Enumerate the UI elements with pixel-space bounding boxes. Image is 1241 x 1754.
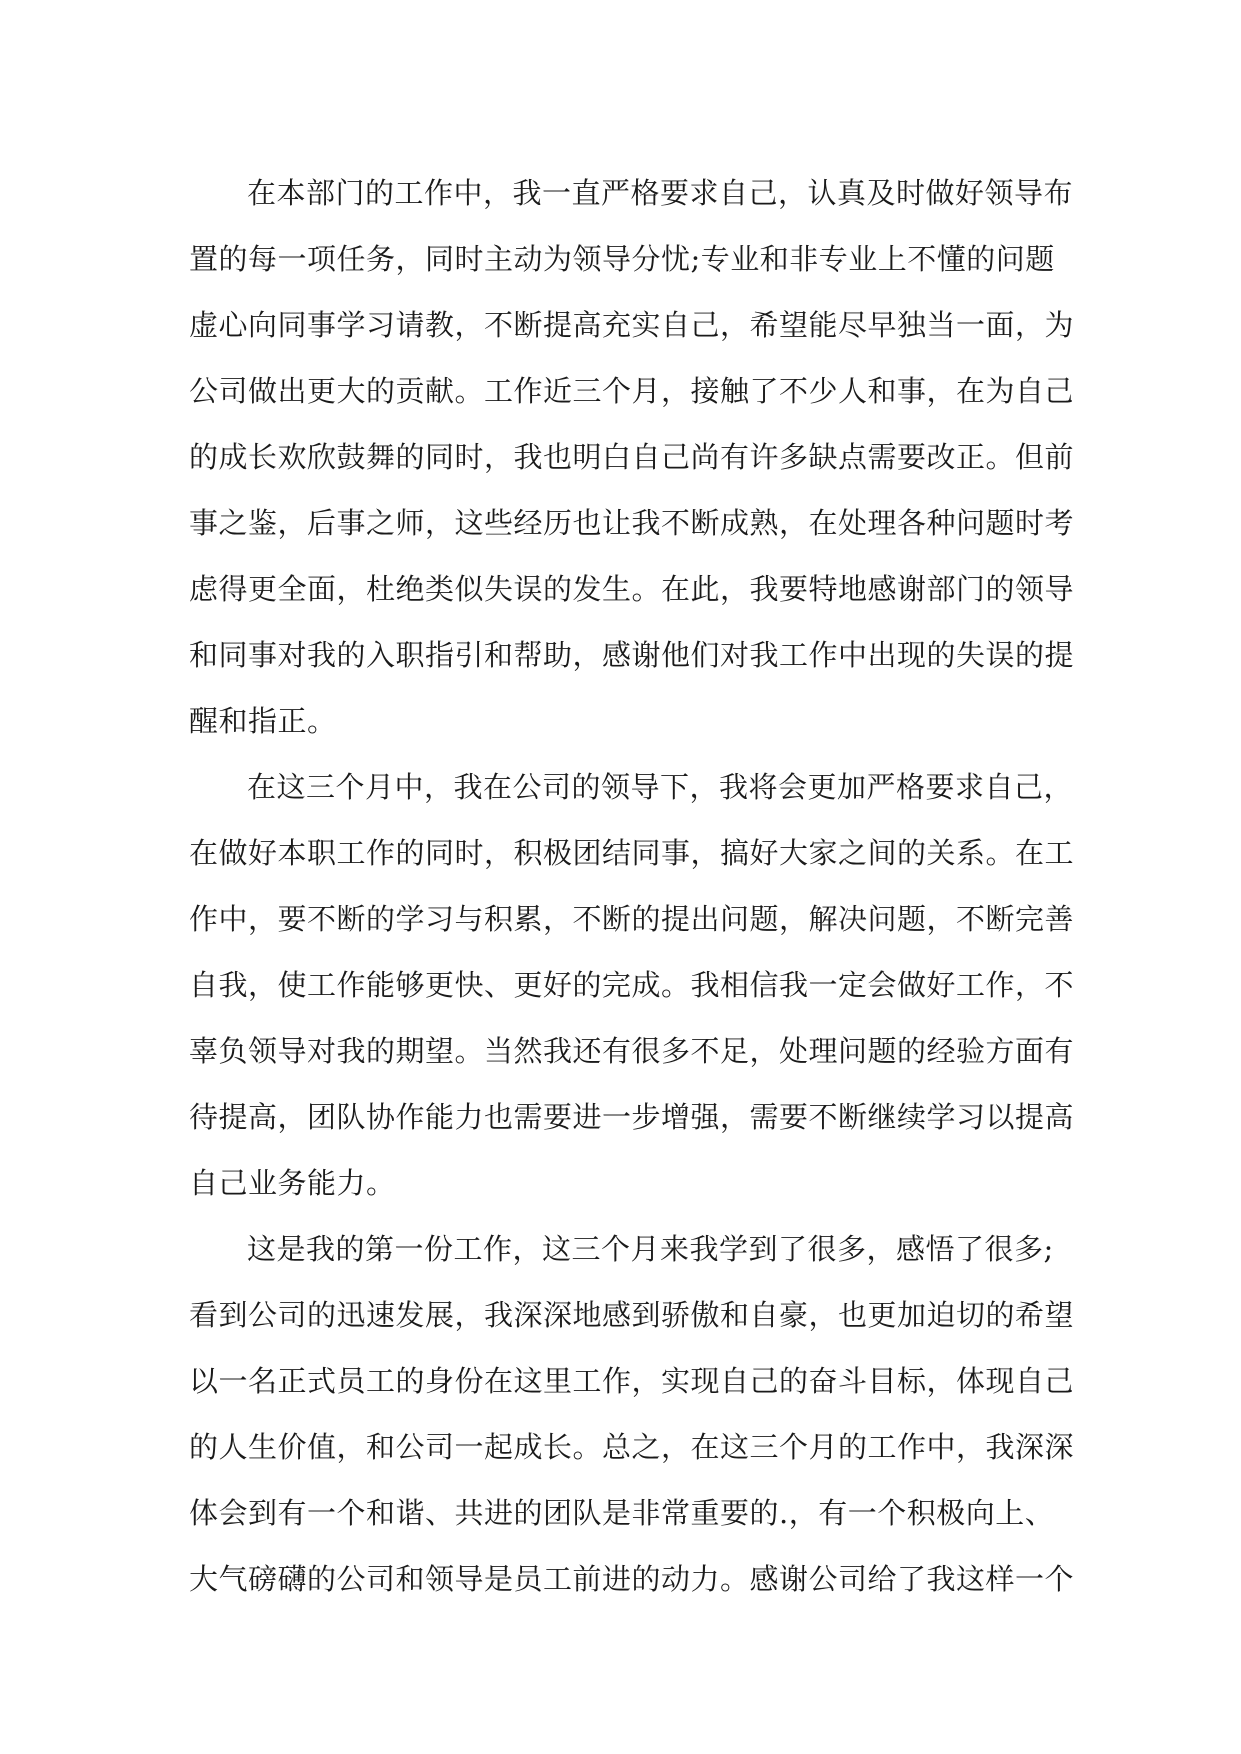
- text-line: 待提高，团队协作能力也需要进一步增强，需要不断继续学习以提高: [189, 1100, 1075, 1134]
- text-line: 事之鉴，后事之师，这些经历也让我不断成熟，在处理各种问题时考: [189, 506, 1075, 540]
- text-line: 在做好本职工作的同时，积极团结同事，搞好大家之间的关系。在工: [189, 836, 1075, 870]
- text-line: 这是我的第一份工作，这三个月来我学到了很多，感悟了很多;: [247, 1232, 1054, 1266]
- text-line: 看到公司的迅速发展，我深深地感到骄傲和自豪，也更加迫切的希望: [189, 1298, 1075, 1332]
- text-line: 醒和指正。: [189, 704, 337, 738]
- text-line: 自己业务能力。: [189, 1166, 396, 1200]
- text-line: 作中，要不断的学习与积累，不断的提出问题，解决问题，不断完善: [189, 902, 1075, 936]
- text-line: 辜负领导对我的期望。当然我还有很多不足，处理问题的经验方面有: [189, 1034, 1075, 1068]
- text-line: 体会到有一个和谐、共进的团队是非常重要的.，有一个积极向上、: [189, 1496, 1055, 1530]
- text-line: 在这三个月中，我在公司的领导下，我将会更加严格要求自己，: [247, 770, 1074, 804]
- text-line: 在本部门的工作中，我一直严格要求自己，认真及时做好领导布: [247, 176, 1074, 210]
- text-line: 公司做出更大的贡献。工作近三个月，接触了不少人和事，在为自己: [189, 374, 1075, 408]
- text-line: 的成长欢欣鼓舞的同时，我也明白自己尚有许多缺点需要改正。但前: [189, 440, 1075, 474]
- text-line: 虚心向同事学习请教，不断提高充实自己，希望能尽早独当一面，为: [189, 308, 1075, 342]
- text-line: 大气磅礴的公司和领导是员工前进的动力。感谢公司给了我这样一个: [189, 1562, 1075, 1596]
- text-line: 以一名正式员工的身份在这里工作，实现自己的奋斗目标，体现自己: [189, 1364, 1075, 1398]
- text-line: 自我，使工作能够更快、更好的完成。我相信我一定会做好工作，不: [189, 968, 1075, 1002]
- text-line: 置的每一项任务，同时主动为领导分忧;专业和非专业上不懂的问题: [189, 242, 1055, 276]
- text-line: 虑得更全面，杜绝类似失误的发生。在此，我要特地感谢部门的领导: [189, 572, 1075, 606]
- text-line: 的人生价值，和公司一起成长。总之，在这三个月的工作中，我深深: [189, 1430, 1075, 1464]
- text-line: 和同事对我的入职指引和帮助，感谢他们对我工作中出现的失误的提: [189, 638, 1075, 672]
- document-body: [189, 160, 1075, 1612]
